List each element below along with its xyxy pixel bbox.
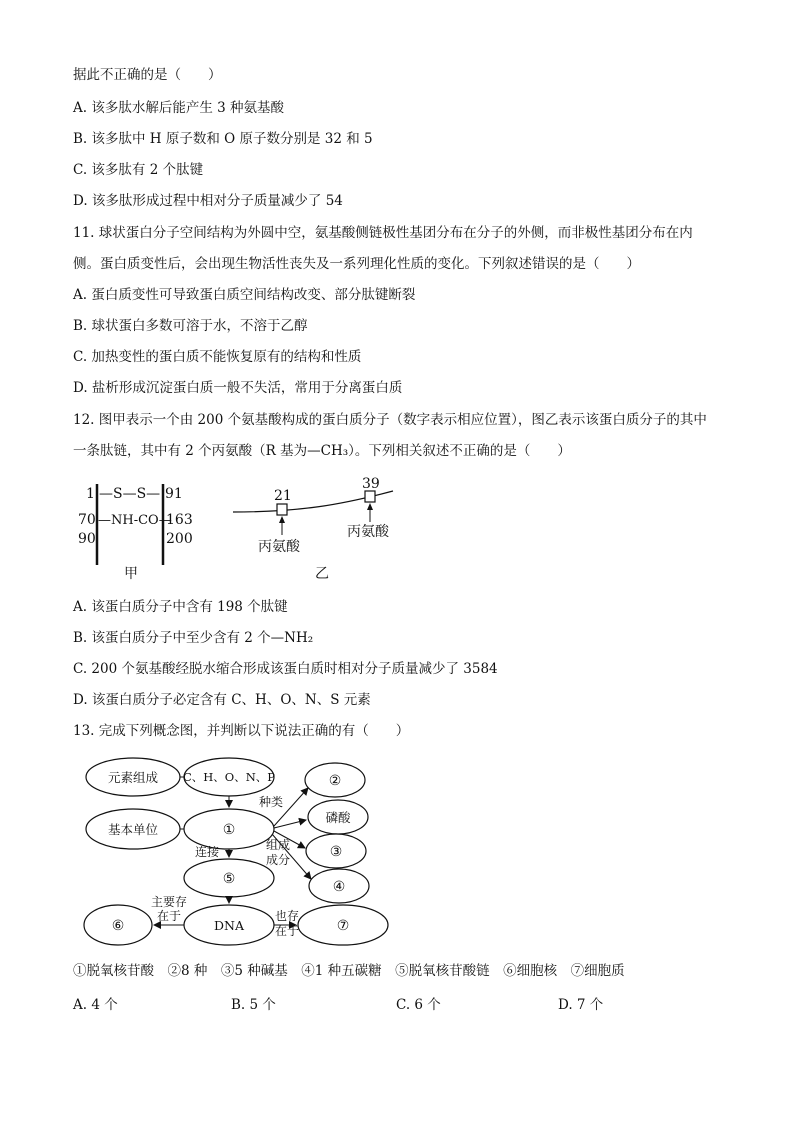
- jia-pos-163: 163: [166, 512, 193, 528]
- edge-label-mainly-1: 主要存: [150, 895, 188, 909]
- yi-pos-21: 21: [274, 488, 292, 504]
- q13-option-d: D. 7 个: [558, 997, 604, 1013]
- q12-stem-line-1: 12. 图甲表示一个由 200 个氨基酸构成的蛋白质分子（数字表示相应位置），图乙表示该蛋白质分子的其中: [73, 412, 707, 428]
- edge-label-connect: 连接: [194, 845, 220, 859]
- q13-option-b: B. 5 个: [231, 997, 276, 1013]
- jia-pos-70: 70: [78, 512, 96, 528]
- label-node-2: ②: [328, 773, 342, 789]
- jia-pos-90: 90: [78, 531, 96, 547]
- q11-option-b: B. 球状蛋白多数可溶于水，不溶于乙醇: [73, 318, 308, 334]
- jia-disulfide: —S—S—: [99, 486, 161, 502]
- q11-option-d: D. 盐析形成沉淀蛋白质一般不失活，常用于分离蛋白质: [73, 380, 403, 396]
- label-phosphate: 磷酸: [325, 810, 351, 825]
- label-dna: DNA: [214, 918, 244, 933]
- q13-option-c: C. 6 个: [396, 997, 441, 1013]
- jia-pos-91: 91: [165, 486, 183, 502]
- q11-stem-line-2: 侧。蛋白质变性后，会出现生物活性丧失及一系列理化性质的变化。下列叙述错误的是（ ）: [73, 256, 640, 272]
- q12-option-d: D. 该蛋白质分子必定含有 C、H、O、N、S 元素: [73, 692, 371, 708]
- concept-map: [0, 740, 794, 955]
- q11-option-a: A. 蛋白质变性可导致蛋白质空间结构改变、部分肽键断裂: [73, 287, 416, 303]
- label-element-composition: 元素组成: [107, 770, 159, 785]
- label-node-1: ①: [222, 822, 236, 838]
- label-basic-unit: 基本单位: [107, 822, 159, 837]
- q12-stem-line-2: 一条肽链，其中有 2 个丙氨酸（R 基为—CH₃）。下列相关叙述不正确的是（ ）: [73, 443, 571, 459]
- q12-option-b: B. 该蛋白质分子中至少含有 2 个—NH₂: [73, 630, 314, 646]
- q13-stem: 13. 完成下列概念图，并判断以下说法正确的有（ ）: [73, 723, 410, 739]
- q13-option-a: A. 4 个: [73, 997, 118, 1013]
- figure-yi: [233, 476, 393, 582]
- edge-label-also-2: 在于: [274, 924, 300, 938]
- jia-caption: 甲: [124, 566, 138, 582]
- yi-box-39: [365, 491, 375, 502]
- edge-label-composition-1: 组成: [265, 838, 291, 852]
- yi-alanine-label-2: 丙氨酸: [347, 524, 389, 540]
- label-node-5: ⑤: [222, 871, 236, 887]
- q10-option-d: D. 该多肽形成过程中相对分子质量减少了 54: [73, 193, 343, 209]
- jia-pos-1: 1: [86, 486, 95, 502]
- edge-label-mainly-2: 在于: [156, 909, 182, 923]
- yi-pos-39: 39: [362, 476, 380, 492]
- q12-option-c: C. 200 个氨基酸经脱水缩合形成该蛋白质时相对分子质量减少了 3584: [73, 661, 498, 677]
- yi-alanine-label-1: 丙氨酸: [258, 539, 300, 555]
- q11-option-c: C. 加热变性的蛋白质不能恢复原有的结构和性质: [73, 349, 362, 365]
- edge-label-also-1: 也存: [274, 909, 300, 923]
- label-node-3: ③: [329, 844, 343, 860]
- label-node-6: ⑥: [111, 918, 125, 934]
- q10-option-c: C. 该多肽有 2 个肽键: [73, 162, 204, 178]
- jia-pos-200: 200: [166, 531, 193, 547]
- yi-box-21: [277, 504, 287, 515]
- q10-option-b: B. 该多肽中 H 原子数和 O 原子数分别是 32 和 5: [73, 131, 373, 147]
- figure-jia: [78, 484, 193, 582]
- edge-label-composition-2: 成分: [265, 853, 291, 867]
- q10-option-a: A. 该多肽水解后能产生 3 种氨基酸: [73, 100, 285, 116]
- q10-stem: 据此不正确的是（ ）: [73, 67, 222, 83]
- label-node-4: ④: [332, 879, 346, 895]
- edge-label-kinds: 种类: [258, 795, 284, 809]
- q11-stem-line-1: 11. 球状蛋白分子空间结构为外圆中空，氨基酸侧链极性基团分布在分子的外侧，而非极性基团分布在内: [73, 225, 693, 241]
- yi-caption: 乙: [315, 566, 329, 582]
- label-node-7: ⑦: [336, 918, 350, 934]
- jia-peptide-bond: —NH-CO—: [98, 513, 172, 528]
- label-elements-chnop: C、H、O、N、P: [182, 770, 276, 784]
- q12-option-a: A. 该蛋白质分子中含有 198 个肽键: [73, 599, 288, 615]
- q13-statements: ①脱氧核苷酸 ②8 种 ③5 种碱基 ④1 种五碳糖 ⑤脱氧核苷酸链 ⑥细胞核 ⑦细胞质: [73, 963, 625, 979]
